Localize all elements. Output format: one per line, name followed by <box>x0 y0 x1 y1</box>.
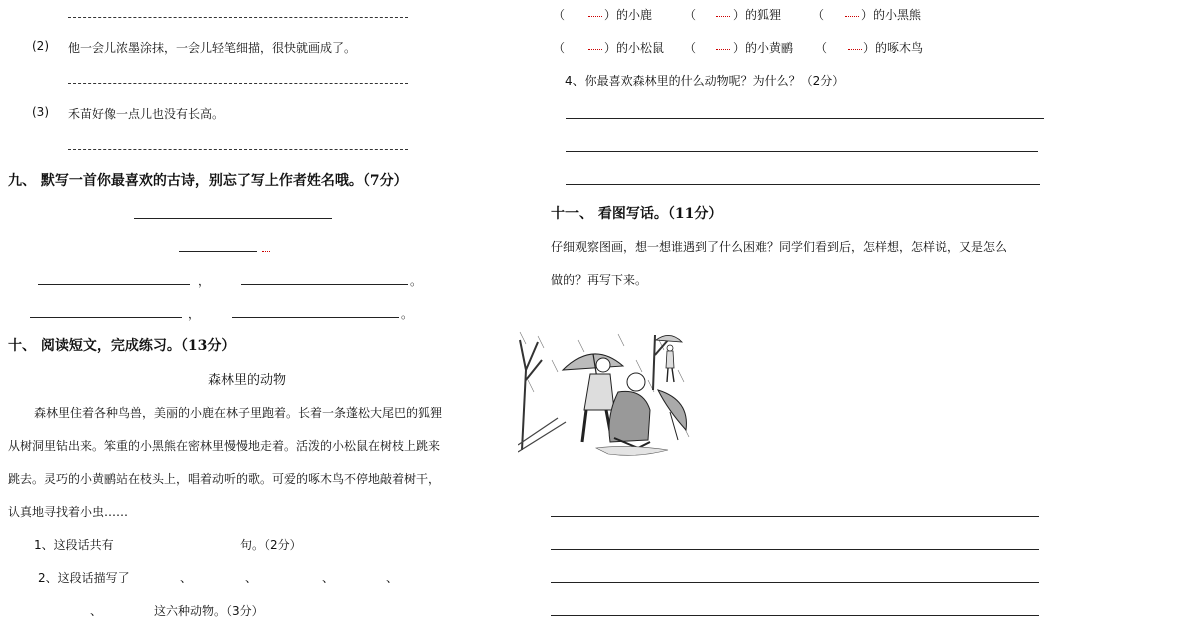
fill-blank-fox[interactable] <box>716 12 730 17</box>
fill-label-squirrel: ）的小松鼠 <box>604 41 665 55</box>
reading-q2-comma-4: 、 <box>386 571 399 585</box>
poem-title-line[interactable] <box>134 218 332 219</box>
poem-period-1: 。 <box>410 274 423 288</box>
answer-line-q1[interactable] <box>68 17 408 18</box>
reading-q2-comma-2: 、 <box>245 571 258 585</box>
poem-line-2b[interactable] <box>232 317 399 318</box>
writing-line-4[interactable] <box>551 615 1039 616</box>
section11-instruction-2: 做的？再写下来。 <box>551 273 648 287</box>
article-line-2: 从树洞里钻出来。笨重的小黑熊在密林里慢慢地走着。活泼的小松鼠在树枝上跳来 <box>8 439 441 453</box>
poem-line-2a[interactable] <box>30 317 182 318</box>
fill-blank-woodpecker[interactable] <box>848 45 862 50</box>
poem-period-2: 。 <box>401 307 414 321</box>
writing-line-1[interactable] <box>551 516 1039 517</box>
fill-open-woodpecker: （ <box>815 41 828 55</box>
reading-q2-comma-1: 、 <box>180 571 193 585</box>
fill-label-oriole: ）的小黄鹂 <box>733 41 794 55</box>
q4-answer-line-2[interactable] <box>566 151 1038 152</box>
section9-title: 九、 默写一首你最喜欢的古诗，别忘了写上作者姓名哦。（7分） <box>8 173 408 189</box>
fill-open-deer: （ <box>553 8 566 22</box>
reading-q2-comma-3: 、 <box>322 571 335 585</box>
fill-open-bear: （ <box>812 8 825 22</box>
poem-comma-1: ， <box>198 274 211 288</box>
fill-label-deer: ）的小鹿 <box>604 8 653 22</box>
q3-number: (3) <box>32 105 49 119</box>
answer-line-q3[interactable] <box>68 149 408 150</box>
reading-q2-end: 这六种动物。（3分） <box>154 604 264 618</box>
fill-open-oriole: （ <box>684 41 697 55</box>
fill-label-fox: ）的狐狸 <box>733 8 782 22</box>
spell-mark <box>262 247 270 252</box>
fill-label-woodpecker: ）的啄木鸟 <box>863 41 924 55</box>
poem-line-1b[interactable] <box>241 284 408 285</box>
article-title: 森林里的动物 <box>208 373 287 388</box>
reading-q2-start: 2、这段话描写了 <box>38 571 130 585</box>
section10-title: 十、 阅读短文，完成练习。（13分） <box>8 338 236 354</box>
q4-prompt: 4、你最喜欢森林里的什么动物呢？为什么？（2分） <box>565 74 845 88</box>
article-line-3: 跳去。灵巧的小黄鹂站在枝头上，唱着动听的歌。可爱的啄木鸟不停地敲着树干， <box>8 472 441 486</box>
fill-blank-squirrel[interactable] <box>588 45 602 50</box>
poem-comma-2: ， <box>188 307 201 321</box>
answer-line-q2[interactable] <box>68 83 408 84</box>
rainy-day-illustration <box>518 330 693 460</box>
writing-line-2[interactable] <box>551 549 1039 550</box>
reading-q1-end: 句。（2分） <box>240 538 302 552</box>
poem-author-line[interactable] <box>179 251 257 252</box>
section11-title: 十一、 看图写话。（11分） <box>551 206 723 222</box>
poem-line-1a[interactable] <box>38 284 190 285</box>
q4-answer-line-1[interactable] <box>566 118 1044 119</box>
fill-open-fox: （ <box>684 8 697 22</box>
fill-blank-oriole[interactable] <box>716 45 730 50</box>
fill-open-squirrel: （ <box>553 41 566 55</box>
q2-number: (2) <box>32 39 49 53</box>
reading-q1-start: 1、这段话共有 <box>34 538 114 552</box>
article-line-1: 森林里住着各种鸟兽，美丽的小鹿在林子里跑着。长着一条蓬松大尾巴的狐狸 <box>34 406 443 420</box>
fill-blank-deer[interactable] <box>588 12 602 17</box>
fill-blank-bear[interactable] <box>845 12 859 17</box>
q2-sentence: 他一会儿浓墨涂抹，一会儿轻笔细描，很快就画成了。 <box>68 41 357 55</box>
q4-answer-line-3[interactable] <box>566 184 1040 185</box>
section11-instruction-1: 仔细观察图画，想一想谁遇到了什么困难？同学们看到后，怎样想，怎样说，又是怎么 <box>551 240 1008 254</box>
article-line-4: 认真地寻找着小虫…… <box>8 505 129 519</box>
writing-line-3[interactable] <box>551 582 1039 583</box>
q3-sentence: 禾苗好像一点儿也没有长高。 <box>68 107 225 121</box>
reading-q2-comma-5: 、 <box>90 604 103 618</box>
fill-label-bear: ）的小黑熊 <box>861 8 922 22</box>
